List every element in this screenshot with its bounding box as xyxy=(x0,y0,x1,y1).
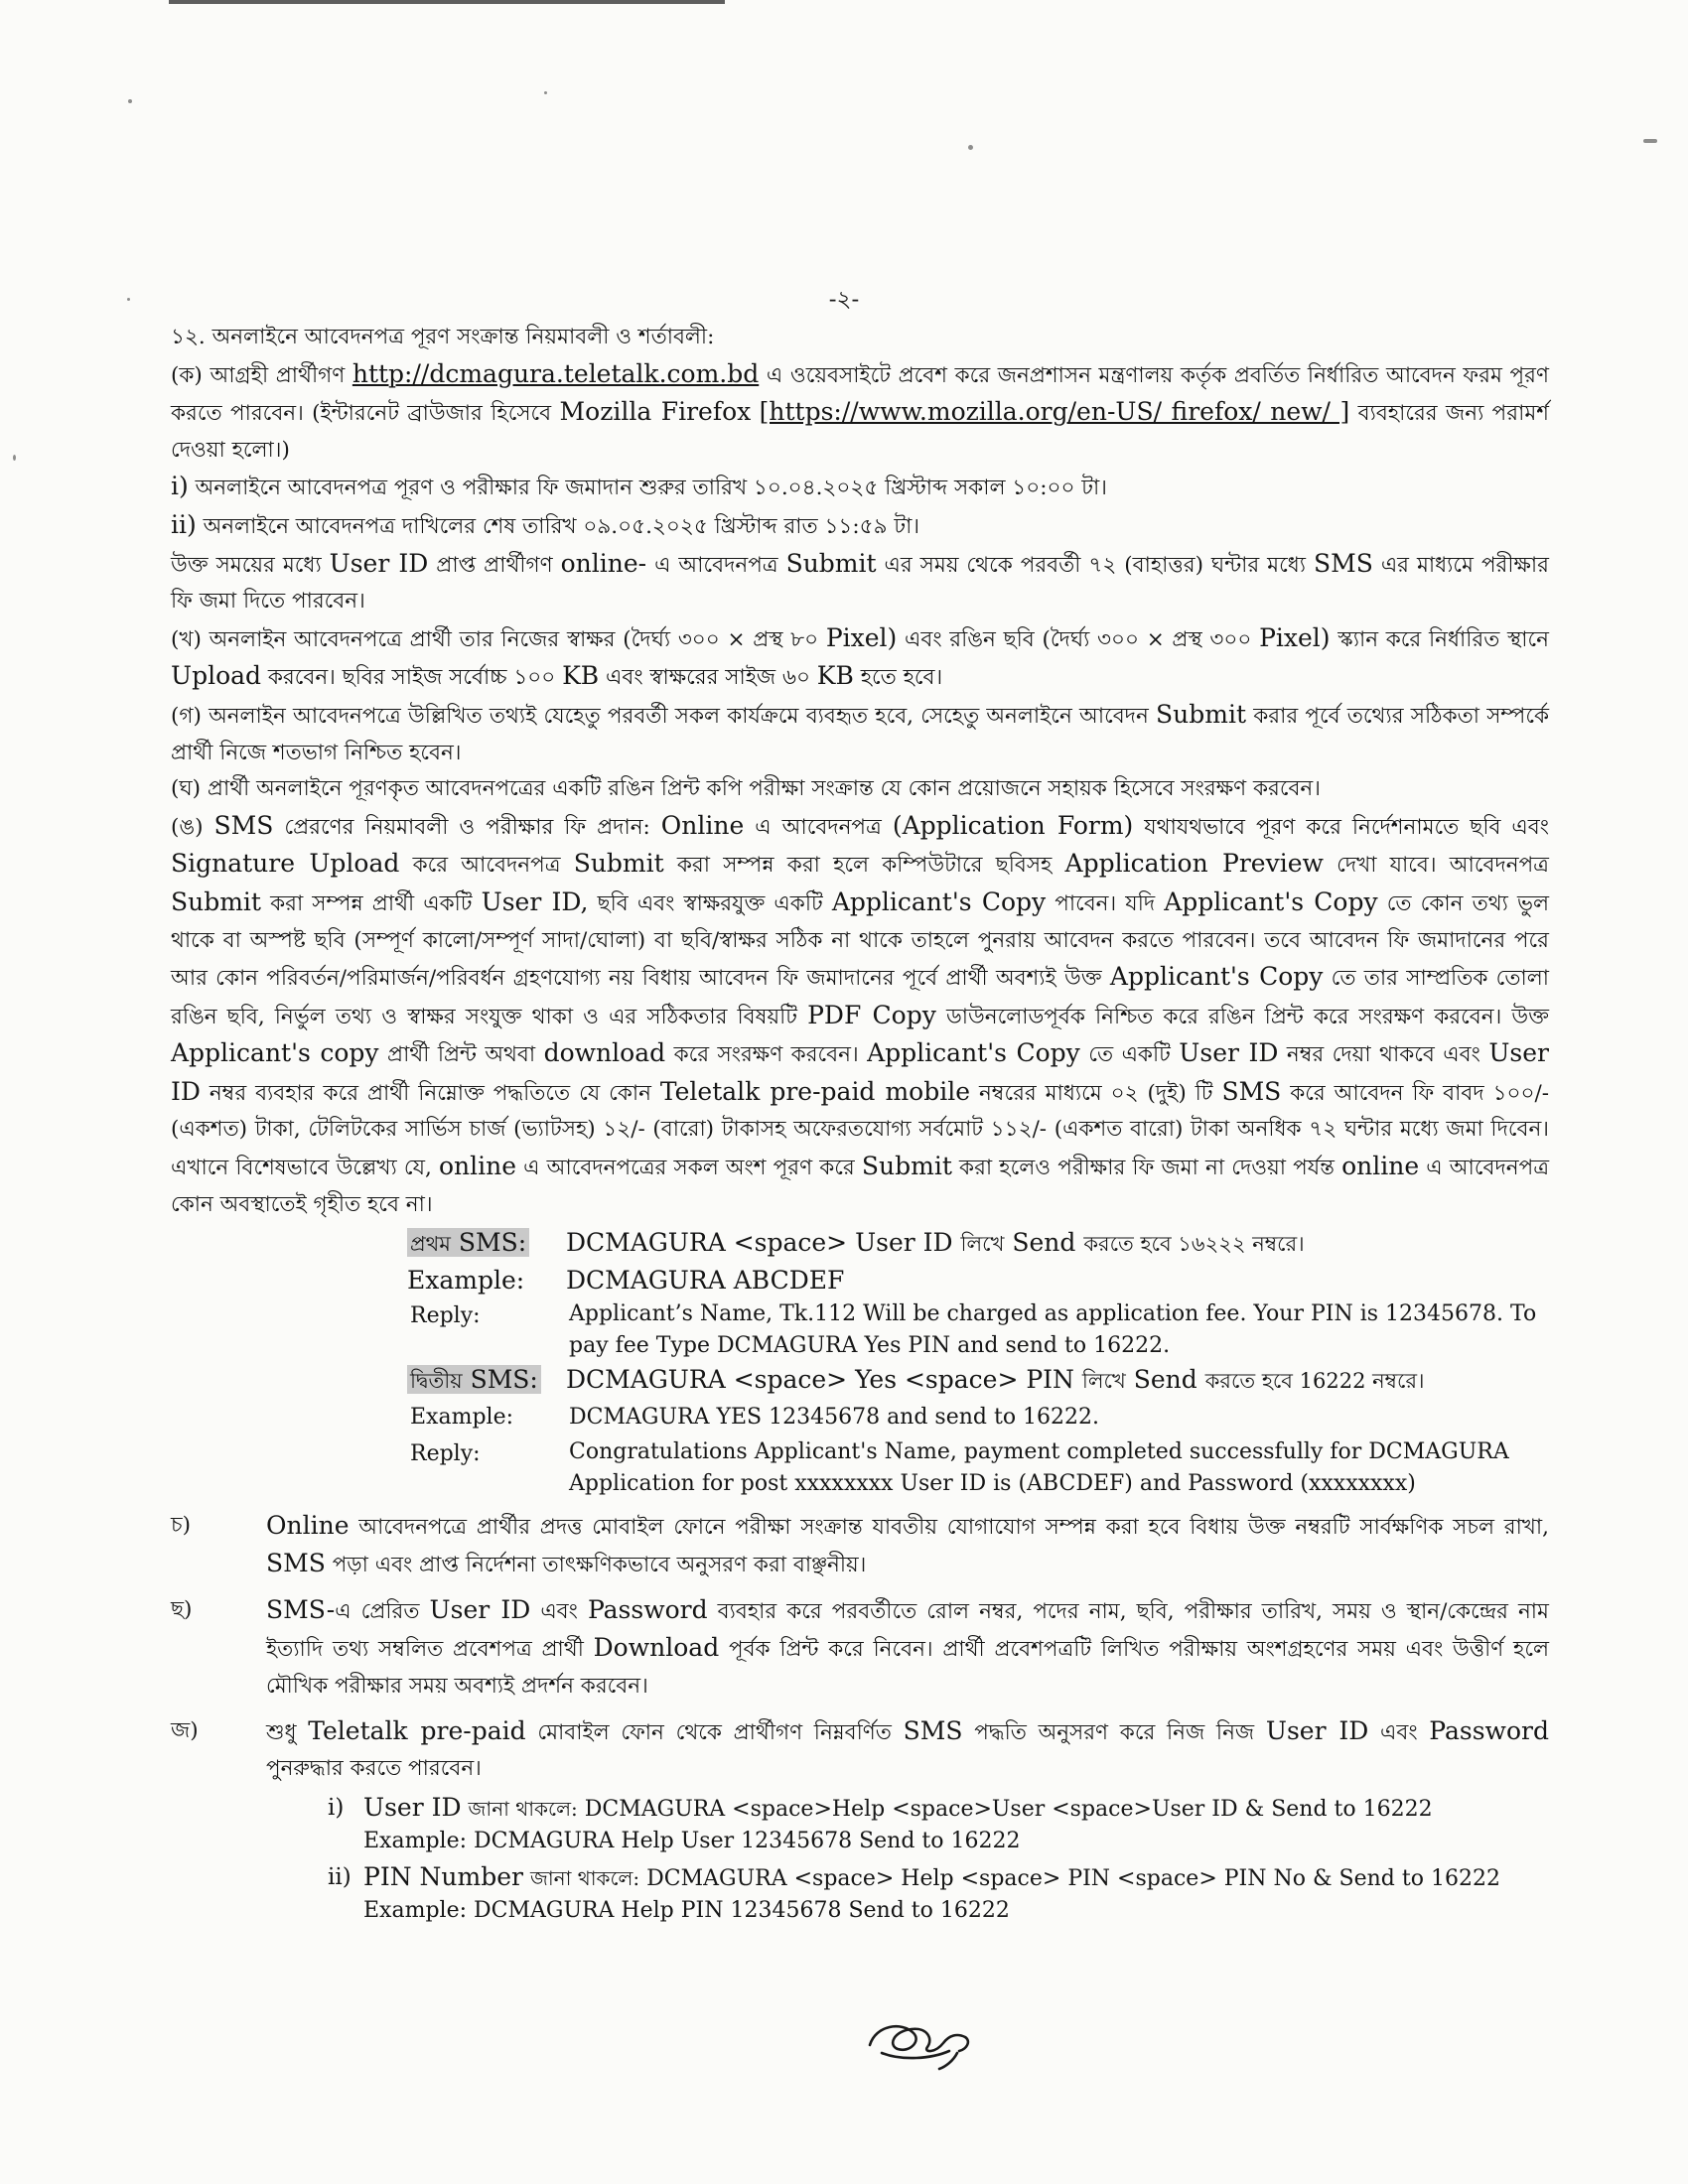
retrieve-user-id: i) User ID জানা থাকলে: DCMAGURA <space>Help <space>User <space>User ID & Send to 16222 Example: DCMAGURA Help User 12345678 Send to 16222 xyxy=(328,1792,1433,1853)
para-submission-window: উক্ত সময়ের মধ্যে User ID প্রাপ্ত প্রার্থীগণ online- এ আবেদনপত্র Submit এর সময় থেকে পরবর্তী ৭২ (বাহাত্তর) ঘন্টার মধ্যে SMS এর মাধ্যমে পরীক্ষার ফি জমা দিতে পারবেন। xyxy=(171,548,1549,614)
teletalk-link[interactable]: http://dcmagura.teletalk.com.bd xyxy=(352,358,760,388)
para-ga: (গ) অনলাইন আবেদনপত্রে উল্লিখিত তথ্যই যেহেতু পরবর্তী সকল কার্যক্রমে ব্যবহৃত হবে, সেহেতু অনলাইনে আবেদন Submit করার পূর্বে তথ্যের সঠিকতা সম্পর্কে প্রার্থী নিজে শতভাগ নিশ্চিত হবেন। xyxy=(171,699,1549,765)
scan-speck xyxy=(544,91,547,94)
scan-edge-line xyxy=(169,0,725,4)
scan-speck xyxy=(128,99,132,103)
sms1-reply-row: Reply: Applicant’s Name, Tk.112 Will be charged as application fee. Your PIN is 12345678. To pay fee Type DCMAGURA Yes PIN and send to 16222. xyxy=(410,1301,1537,1359)
para-kha: (খ) অনলাইন আবেদনপত্রে প্রার্থী তার নিজের স্বাক্ষর (দৈর্ঘ্য ৩০০ × প্রস্থ ৮০ Pixel) এবং রঙিন ছবি (দৈর্ঘ্য ৩০০ × প্রস্থ ৩০০ Pixel) স্ক্যান করে নির্ধারিত স্থানে Upload করবেন। ছবির সাইজ সর্বোচ্চ ১০০ KB এবং স্বাক্ষরের সাইজ ৬০ KB হতে হবে। xyxy=(171,622,1549,691)
document-body xyxy=(171,320,1549,1927)
sms2-reply-row: Reply: Congratulations Applicant's Name, payment completed successfully for DCMAGURA Application for post xxxxxxxx User ID is (ABCDEF) and Password (xxxxxxxx) xyxy=(410,1438,1509,1496)
scan-speck xyxy=(968,145,973,150)
sms2-example-row: Example: DCMAGURA YES 12345678 and send to 16222. xyxy=(410,1405,1100,1431)
scan-speck xyxy=(13,455,16,461)
firefox-link[interactable]: [https://www.mozilla.org/en-US/ firefox/ new/ ] xyxy=(759,397,1350,427)
signature-image xyxy=(862,2003,981,2073)
sms-instructions xyxy=(407,1225,1549,1499)
sms2-label: দ্বিতীয় SMS: xyxy=(407,1362,566,1400)
item-cha: চ) Online আবেদনপত্রে প্রার্থীর প্রদত্ত মোবাইল ফোনে পরীক্ষা সংক্রান্ত যাবতীয় যোগাযোগ সম্পন্ন করা হবে বিধায় উক্ত নম্বরটি সার্বক্ষণিক সচল রাখা, SMS পড়া এবং প্রাপ্ত নির্দেশনা তাৎক্ষণিকভাবে অনুসরণ করা বাঞ্ছনীয়। xyxy=(171,1510,1549,1578)
page-number: -২- xyxy=(828,287,860,313)
section-heading: ১২. অনলাইনে আবেদনপত্র পূরণ সংক্রান্ত নিয়মাবলী ও শর্তাবলী: xyxy=(171,325,715,349)
start-date-line: i) অনলাইনে আবেদনপত্র পূরণ ও পরীক্ষার ফি জমাদান শুরুর তারিখ ১০.০৪.২০২৫ খ্রিস্টাব্দ সকাল ১০:০০ টা। xyxy=(171,472,1107,501)
end-date-line: ii) অনলাইনে আবেদনপত্র দাখিলের শেষ তারিখ ০৯.০৫.২০২৫ খ্রিস্টাব্দ রাত ১১:৫৯ টা। xyxy=(171,509,920,539)
item-ja: জ) শুধু Teletalk pre-paid মোবাইল ফোন থেকে প্রার্থীগণ নিম্নবর্ণিত SMS পদ্ধতি অনুসরণ করে নিজ নিজ User ID এবং Password পুনরুদ্ধার করতে পারবেন। xyxy=(171,1715,1549,1782)
scan-speck xyxy=(1643,139,1657,143)
item-chha: ছ) SMS-এ প্রেরিত User ID এবং Password ব্যবহার করে পরবর্তীতে রোল নম্বর, পদের নাম, ছবি, পরীক্ষার তারিখ, সময় ও স্থান/কেন্দ্রের নাম ইত্যাদি তথ্য সম্বলিত প্রবেশপত্র প্রার্থী Download পূর্বক প্রিন্ট করে নিবেন। প্রার্থী প্রবেশপত্রটি লিখিত পরীক্ষায় অংশগ্রহণের সময় এবং উত্তীর্ণ হলে মৌখিক পরীক্ষার সময় অবশ্যই প্রদর্শন করবেন। xyxy=(171,1594,1549,1699)
para-umo: (ঙ) SMS প্রেরণের নিয়মাবলী ও পরীক্ষার ফি প্রদান: Online এ আবেদনপত্র (Application Form) যথাযথভাবে পূরণ করে নির্দেশনামতে ছবি এবং Signature Upload করে আবেদনপত্র Submit করা সম্পন্ন করা হলে কম্পিউটারে ছবিসহ Application Preview দেখা যাবে। আবেদনপত্র Submit করা সম্পন্ন প্রার্থী একটি User ID, ছবি এবং স্বাক্ষরযুক্ত একটি Applicant's Copy পাবেন। যদি Applicant's Copy তে কোন তথ্য ভুল থাকে বা অস্পষ্ট ছবি (সম্পূর্ণ কালো/সম্পূর্ণ সাদা/ঘোলা) বা ছবি/স্বাক্ষর সঠিক না থাকে তাহলে পুনরায় আবেদন করতে পারবেন। তবে আবেদন ফি জমাদানের পরে আর কোন পরিবর্তন/পরিমার্জন/পরিবর্ধন গ্রহণযোগ্য নয় বিধায় আবেদন ফি জমাদানের পূর্বে প্রার্থী অবশ্যই উক্ত Applicant's Copy তে তার সাম্প্রতিক তোলা রঙিন ছবি, নির্ভুল তথ্য ও স্বাক্ষর সংযুক্ত থাকা ও এর সঠিকতার বিষয়টি PDF Copy ডাউনলোডপূর্বক নিশ্চিত করে রঙিন প্রিন্ট করে সংরক্ষণ করবেন। উক্ত Applicant's copy প্রার্থী প্রিন্ট অথবা download করে সংরক্ষণ করবেন। Applicant's Copy তে একটি User ID নম্বর দেয়া থাকবে এবং User ID নম্বর ব্যবহার করে প্রার্থী নিম্নোক্ত পদ্ধতিতে যে কোন Teletalk pre-paid mobile নম্বরের মাধ্যমে ০২ (দুই) টি SMS করে আবেদন ফি বাবদ ১০০/- (একশত) টাকা, টেলিটকের সার্ভিস চার্জ (ভ্যাটসহ) ১২/- (বারো) টাকাসহ অফেরতযোগ্য সর্বমোট ১১২/- (একশত বারো) টাকা অনধিক ৭২ ঘন্টার মধ্যে জমা দিবেন। এখানে বিশেষভাবে উল্লেখ্য যে, online এ আবেদনপত্রের সকল অংশ পূরণ করে Submit করা হলেও পরীক্ষার ফি জমা না দেওয়া পর্যন্ত online এ আবেদনপত্র কোন অবস্থাতেই গৃহীত হবে না। xyxy=(171,810,1550,1217)
sms1-example-row: Example: DCMAGURA ABCDEF xyxy=(407,1265,845,1295)
para-gha: (ঘ) প্রার্থী অনলাইনে পূরণকৃত আবেদনপত্রের একটি রঙিন প্রিন্ট কপি পরীক্ষা সংক্রান্ত যে কোন প্রয়োজনে সহায়ক হিসেবে সংরক্ষণ করবেন। xyxy=(171,776,1321,802)
sms1-label: প্রথম SMS: xyxy=(407,1225,566,1263)
sms1-command-row: প্রথম SMS: DCMAGURA <space> User ID লিখে Send করতে হবে ১৬২২২ নম্বরে। xyxy=(407,1225,1549,1263)
para-ka: (ক) আগ্রহী প্রার্থীগণ http://dcmagura.teletalk.com.bd এ ওয়েবসাইটে প্রবেশ করে জনপ্রশাসন মন্ত্রণালয় কর্তৃক প্রবর্তিত নির্ধারিত আবেদন ফরম পূরণ করতে পারবেন। (ইন্টারনেট ব্রাউজার হিসেবে Mozilla Firefox [https://www.mozilla.org/en-US/ firefox/ new/ ] ব্যবহারের জন্য পরামর্শ দেওয়া হলো।) xyxy=(171,358,1549,463)
sms2-command-row: দ্বিতীয় SMS: DCMAGURA <space> Yes <space> PIN লিখে Send করতে হবে 16222 নম্বরে। xyxy=(407,1362,1549,1400)
retrieve-pin: ii) PIN Number জানা থাকলে: DCMAGURA <space> Help <space> PIN <space> PIN No & Send to 16222 Example: DCMAGURA Help PIN 12345678 Send to 16222 xyxy=(328,1861,1500,1923)
